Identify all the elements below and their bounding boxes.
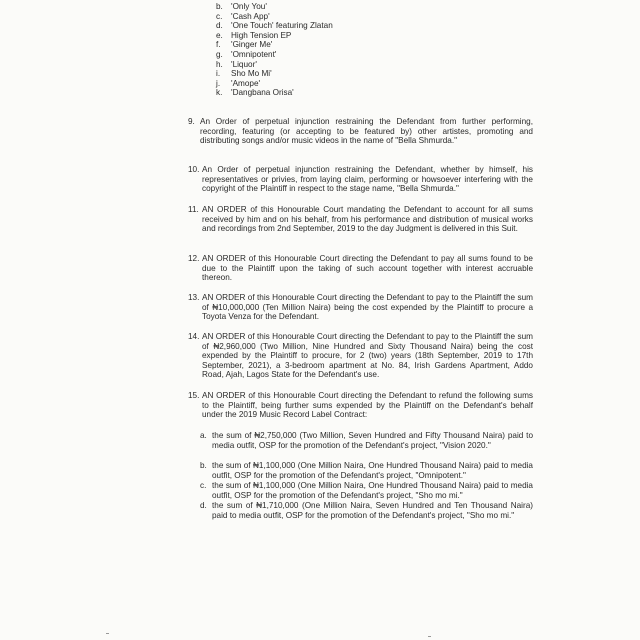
paragraph-number: 10. — [188, 165, 200, 174]
order-paragraph — [188, 205, 533, 234]
sub-item — [216, 40, 333, 50]
paragraph-text: AN ORDER of this Honourable Court directing the Defendant to pay to the Plaintiff the sum of ₦10,000,000 (Ten Million Naira) being the cost expended by the Plaintiff to procure a Toyota Venza for the Defendant. — [202, 293, 533, 322]
sub-item-text: Sho Mo Mi' — [231, 69, 272, 79]
sub-item-text: 'Liquor' — [231, 59, 257, 69]
refund-item-text: the sum of ₦2,750,000 (Two Million, Seven Hundred and Fifty Thousand Naira) paid to media outfit, OSP for the promotion of the Defendant's project, "Vision 2020." — [212, 431, 533, 450]
sub-item — [216, 21, 333, 31]
paragraph-text: AN ORDER of this Honourable Court directing the Defendant to pay to the Plaintiff the sum of ₦2,960,000 (Two Million, Nine Hundred and Sixty Thousand Naira) being the cost expended by the Plaintiff to procure, for 2 (two) years (18th September, 2019 to 17th September, 2021), a 3-bedroom apartment at No. 84, Irish Gardens Apartment, Addo Road, Ajah, Lagos State for the Defendant's use. — [202, 332, 533, 380]
sub-item-text: 'Amope' — [231, 78, 261, 88]
sub-item-letter: c. — [216, 11, 223, 21]
sub-item-letter: f. — [216, 40, 221, 50]
paragraph-number: 13. — [188, 293, 200, 302]
paragraph-number: 9. — [188, 117, 195, 126]
order-paragraph — [188, 254, 533, 283]
sub-item-text: 'Dangbana Orisa' — [231, 88, 294, 98]
song-sub-list — [216, 2, 333, 98]
sub-item — [216, 60, 333, 70]
sub-item — [216, 79, 333, 89]
refund-item-text: the sum of ₦1,100,000 (One Million Naira, One Hundred Thousand Naira) paid to media outfit, OSP for the promotion of the Defendant's project, "Omnipotent." — [212, 461, 533, 480]
sub-item — [216, 2, 333, 12]
refund-item-letter: a. — [200, 431, 207, 440]
sub-item-text: 'Cash App' — [231, 11, 270, 21]
sub-item — [216, 50, 333, 60]
sub-item-letter: i. — [216, 69, 221, 79]
paragraph-text: AN ORDER of this Honourable Court directing the Defendant to pay all sums found to be due to the Plaintiff upon the taking of such account together with interest accruable thereon. — [202, 254, 533, 283]
order-paragraph — [188, 391, 533, 420]
paragraph-text: AN ORDER of this Honourable Court directing the Defendant to refund the following sums to the Plaintiff, being further sums expended by the Plaintiff on the Defendant's behalf under the 2019 Music Record Label Contract: — [202, 391, 533, 420]
sub-item-text: 'Omnipotent' — [231, 49, 277, 59]
sub-item-letter: b. — [216, 2, 223, 11]
paragraph-number: 11. — [188, 205, 199, 214]
sub-item — [216, 69, 333, 79]
sub-item — [216, 88, 333, 98]
order-paragraph — [188, 165, 533, 194]
sub-item-letter: h. — [216, 59, 223, 69]
sub-item-letter: g. — [216, 49, 223, 59]
refund-item — [200, 431, 533, 450]
sub-item-letter: e. — [216, 30, 223, 40]
scan-speck — [428, 636, 431, 637]
scan-speck — [106, 633, 109, 634]
refund-item-text: the sum of ₦1,100,000 (One Million Naira, One Hundred Thousand Naira) paid to media outfit, OSP for the promotion of the Defendant's project, "Sho mo mi." — [212, 481, 533, 500]
sub-item-letter: j. — [216, 78, 221, 88]
order-paragraph — [188, 332, 533, 380]
refund-item-letter: b. — [200, 461, 207, 470]
refund-item — [200, 481, 533, 500]
paragraph-number: 12. — [188, 254, 200, 263]
sub-item — [216, 12, 333, 22]
sub-item-letter: d. — [216, 21, 223, 31]
refund-item-text: the sum of ₦1,710,000 (One Million Naira, Seven Hundred and Ten Thousand Naira) paid to media outfit, OSP for the promotion of the Defendant's project, "Sho mo mi." — [212, 501, 533, 520]
paragraph-text: An Order of perpetual injunction restraining the Defendant from further performing, recording, featuring (or accepting to be featured by) other artistes, promoting and distributing songs and/or music videos in the name of "Bella Shmurda." — [200, 117, 533, 146]
sub-item-text: 'Only You' — [231, 2, 267, 11]
refund-item — [200, 501, 533, 520]
sub-item-text: 'Ginger Me' — [231, 40, 273, 50]
paragraph-text: An Order of perpetual injunction restraining the Defendant, whether by himself, his representatives or privies, from laying claim, performing or howsoever interfering with the copyright of the Plaintiff in respect to the stage name, "Bella Shmurda." — [202, 165, 533, 194]
paragraph-text: AN ORDER of this Honourable Court mandating the Defendant to account for all sums received by him and on his behalf, from his performance and distribution of musical works and recordings from 2nd September, 2019 to the day Judgment is delivered in this Suit. — [202, 205, 533, 234]
refund-item — [200, 461, 533, 480]
sub-item-letter: k. — [216, 88, 223, 98]
sub-item-text: 'One Touch' featuring Zlatan — [231, 21, 333, 31]
paragraph-number: 15. — [188, 391, 200, 400]
refund-item-letter: c. — [200, 481, 207, 490]
sub-item-text: High Tension EP — [231, 30, 292, 40]
sub-item — [216, 31, 333, 41]
order-paragraph — [188, 293, 533, 322]
refund-item-letter: d. — [200, 501, 207, 510]
paragraph-number: 14. — [188, 332, 200, 341]
order-paragraph — [188, 117, 533, 146]
